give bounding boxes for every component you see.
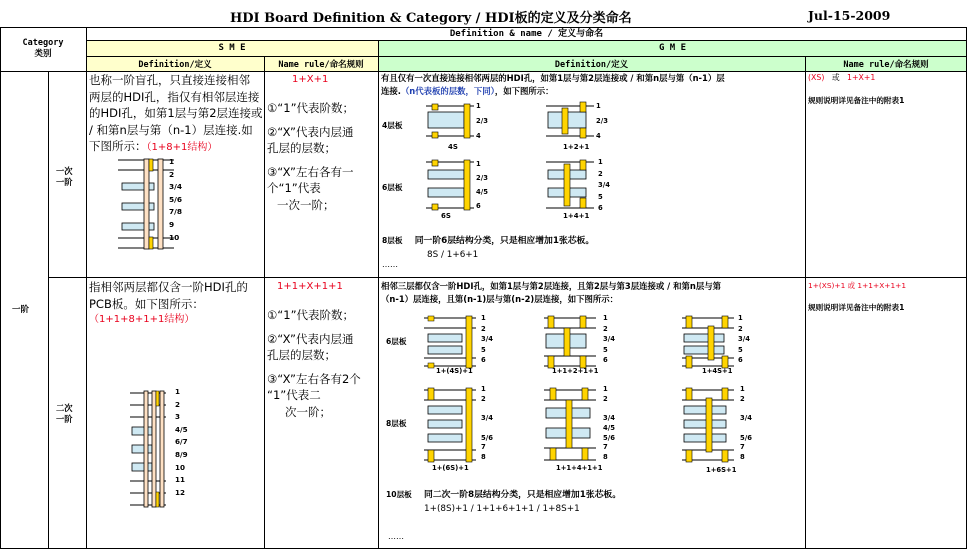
row2-gme-ellipsis: …… (388, 532, 404, 541)
row2-gme-1-4S-1b-caption: 1+4S+1 (702, 367, 733, 375)
row2-sme-name: 1+1+X+1+1 (277, 281, 343, 292)
row2-sme-stackup-diagram (122, 385, 182, 515)
row1-sme-structure: （1+8+1结构） (146, 142, 218, 153)
date-label: Jul-15-2009 (808, 8, 891, 23)
row2-sme-structure: （1+1+8+1+1结构） (89, 314, 195, 325)
row1-gme-1-4-1-layer-labels: 1 2 3/4 5 6 (598, 158, 610, 212)
row2-gme-1-6S-1b-layer-labels: 1 2 3/4 5/6 7 8 (740, 385, 752, 461)
row1-gme-6S-diagram (422, 156, 502, 216)
row2-gme-1-1-4-1-1-caption: 1+1+4+1+1 (556, 464, 603, 472)
row2-gme-1-1-2-1-1-diagram (540, 312, 610, 370)
category-header: Category 类别 (22, 38, 64, 59)
row1-sme-name-notes: ①“1”代表阶数； ②“X”代表内层通 孔层的层数； ③“X”左右各有一 个“1”代表 一次一阶； (267, 101, 355, 212)
row1-gme-1-2-1-layer-labels: 1 2/3 4 (596, 102, 608, 140)
category-first-order: 一阶 (12, 305, 30, 315)
row1-gme-1-4-1-diagram (542, 156, 622, 216)
row2-gme-1-6S-1b-diagram (678, 384, 748, 464)
row2-gme-note: 规则说明详见备注中的附表1 (808, 303, 905, 312)
row1-gme-6S-layer-labels: 1 2/3 4/5 6 (476, 160, 488, 210)
category-row1-label: 一次 一阶 (56, 166, 73, 187)
row1-gme-4S-layer-labels: 1 2/3 4 (476, 102, 488, 140)
row2-gme-6layer-label: 6层板 (386, 337, 407, 346)
gme-definition-header: Definition/定义 (554, 60, 629, 70)
row2-gme-1-6S-1-layer-labels: 1 2 3/4 5/6 7 8 (481, 385, 493, 461)
row2-gme-1-4S-1-diagram (420, 312, 490, 370)
row1-gme-8layer: 8层板 同一阶6层结构分类，只是相应增加1张芯板。 8S / 1+6+1 (382, 236, 595, 260)
row2-gme-1-4S-1b-layer-labels: 1 2 3/4 5 6 (738, 314, 750, 364)
row2-gme-name: 1+(XS)+1 或 1+1+X+1+1 (808, 281, 907, 290)
row1-gme-note: 规则说明详见备注中的附表1 (808, 96, 905, 105)
row2-sme-name-notes: ①“1”代表阶数； ②“X”代表内层通 孔层的层数； ③“X”左右各有2个 “1”代表二 次一阶； (267, 308, 361, 419)
row1-gme-4S-caption: 4S (448, 143, 458, 151)
row2-gme-1-6S-1-caption: 1+(6S)+1 (432, 464, 469, 472)
row2-gme-1-6S-1b-caption: 1+6S+1 (706, 466, 737, 474)
def-name-header: Definition & name / 定义与命名 (449, 29, 604, 39)
row2-gme-1-6S-1-diagram (420, 384, 490, 464)
row1-gme-6S-caption: 6S (441, 212, 451, 220)
row1-gme-4S-diagram (422, 98, 502, 148)
sme-header: S M E (218, 43, 246, 53)
row2-sme-definition: 指相邻两层都仅含一阶HDI孔的 PCB板。如下图所示： （1+1+8+1+1结构） (89, 279, 264, 329)
row2-gme-1-1-4-1-1-layer-labels: 1 2 3/4 4/5 5/6 7 8 (603, 385, 615, 461)
gme-name-rule-header: Name rule/命名规则 (843, 60, 929, 70)
row2-gme-8layer-label: 8层板 (386, 419, 407, 428)
row2-gme-definition: 相邻三层都仅含一阶HDI孔，如第1层与第2层连接，且第2层与第3层连接或 / 和第n层与第 （n-1）层连接，且第(n-1)层与第(n-2)层连接，如下图所示： (381, 281, 721, 304)
row1-gme-ellipsis: …… (382, 260, 398, 269)
row1-sme-name: 1+X+1 (292, 74, 329, 85)
row1-gme-4layer-label: 4层板 (382, 121, 403, 130)
gme-header: G M E (658, 43, 687, 53)
row2-gme-1-4S-1-caption: 1+(4S)+1 (436, 367, 473, 375)
sme-name-rule-header: Name rule/命名规则 (278, 60, 364, 70)
category-row2-label: 二次 一阶 (56, 403, 73, 424)
row2-gme-1-1-2-1-1-caption: 1+1+2+1+1 (552, 367, 599, 375)
row1-sme-definition: 也称一阶盲孔，只直接连接相邻 两层的HDI孔，指仅有相邻层连接 的HDI孔，如第1层与第2层连接或 / 和第n层与第（n-1）层连接.如 下图所示：（1+8+1结构） (89, 73, 263, 153)
page-title: HDI Board Definition & Category / HDI板的定义及分类命名 (230, 11, 632, 26)
row1-gme-definition: 有且仅有一次直接连接相邻两层的HDI孔，如第1层与第2层连接或 / 和第n层与第（n-1）层 连接.（n代表板的层数，下同），如下图所示： (381, 73, 725, 96)
row1-gme-name: (XS) 或 1+X+1 (808, 73, 876, 82)
row1-sme-layer-labels: 1 2 3/4 5/6 7/8 9 10 (169, 157, 182, 242)
row1-gme-6layer-label: 6层板 (382, 183, 403, 192)
row2-gme-1-1-4-1-1-diagram (540, 384, 610, 464)
sme-definition-header: Definition/定义 (138, 60, 212, 70)
row2-gme-1-4S-1-layer-labels: 1 2 3/4 5 6 (481, 314, 493, 364)
row2-gme-10layer: 10层板 同二次一阶8层结构分类，只是相应增加1张芯板。 1+(8S)+1 / 1+1+6+1+1 / 1+8S+1 (386, 490, 622, 514)
row2-sme-layer-labels: 1 2 3 4/5 6/7 8/9 10 11 12 (175, 387, 188, 497)
row2-gme-1-1-2-1-1-layer-labels: 1 2 3/4 5 6 (603, 314, 615, 364)
row1-gme-1-4-1-caption: 1+4+1 (563, 212, 590, 220)
row1-gme-1-2-1-caption: 1+2+1 (563, 143, 590, 151)
row1-gme-1-2-1-diagram (542, 98, 622, 148)
